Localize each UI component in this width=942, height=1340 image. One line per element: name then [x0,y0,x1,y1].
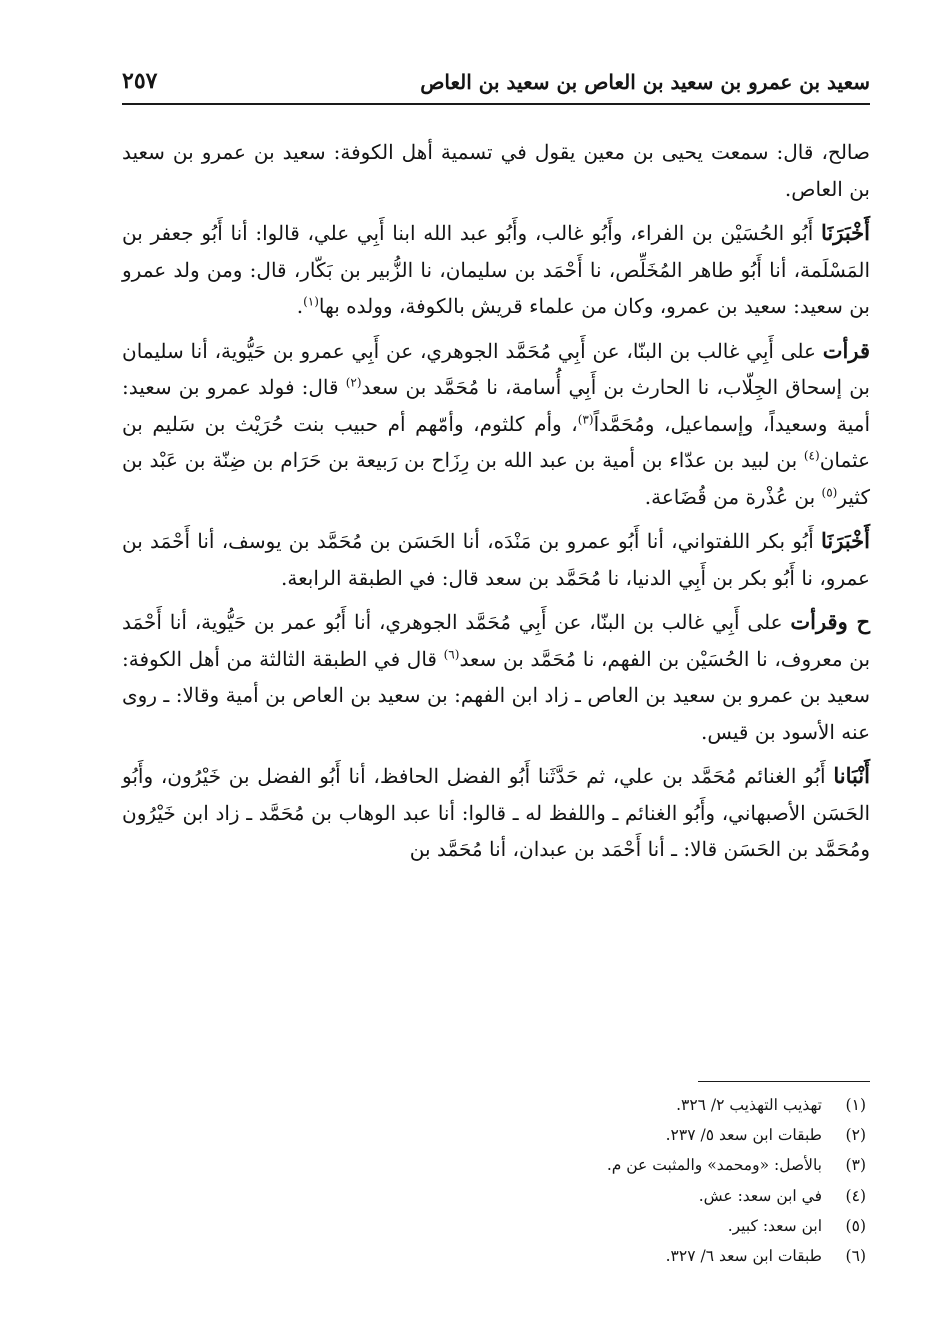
paragraph-lead: ح وقرأت [790,609,870,634]
footnote-ref[interactable]: (٥) [821,484,838,499]
paragraph-tail: . [296,294,304,318]
header-rule [122,103,870,105]
paragraph-text: بن لبيد بن عدّاء بن أمية بن عبد الله بن رِزَاح بن رَبيعة بن حَرَام بن ضِنّة بن عَبْد بن كثير [122,448,870,509]
footnote-item [122,1241,870,1271]
footnote-text: بالأصل: «ومحمد» والمثبت عن م. [606,1156,822,1175]
footnote-number: (٦) [845,1247,866,1266]
paragraph-text: ، وأم كلثوم، وأمّهم أم حبيب بنت حُرَيْث بن سَليم بن عثمان [122,411,870,472]
footnote-number: (٢) [845,1126,866,1145]
paragraph-6 [122,758,870,868]
paragraph-text: أَبُو بكر اللفتواني، أنا أَبُو عمرو بن مَنْدَه، أنا الحَسَن بن مُحَمَّد بن يوسف، أنا أَحْمَد بن عمرو، نا أَبُو بكر بن أَبِي الدنيا، نا مُحَمَّد بن سعد قال: في الطبقة الرابعة. [122,529,870,590]
paragraph-1 [122,134,870,207]
footnote-text: ابن سعد: كبير. [727,1216,822,1235]
footnote-text: طبقات ابن سعد ٥/ ٢٣٧. [665,1126,822,1145]
paragraph-lead: أَخْبَرَنَا [821,528,870,553]
paragraph-text: صالح، قال: سمعت يحيى بن معين يقول في تسمية أهل الكوفة: سعيد بن عمرو بن سعيد بن العاص. [122,140,870,201]
footnote-number: (٣) [845,1156,866,1175]
paragraph-text: أَبُو الغنائم مُحَمَّد بن علي، ثم حَدَّثَنا أَبُو الفضل الحافظ، أنا أَبُو الفضل بن خَيْرُون، وأَبُو الحَسَن الأصبهاني، وأَبُو الغنائم ـ واللفظ له ـ قالوا: أنا عبد الوهاب بن مُحَمَّد ـ زاد ابن خَيْرُون ومُحَمَّد بن الحَسَن قالا: ـ أنا أَحْمَد بن عبدان، أنا مُحَمَّد بن [122,764,870,861]
footnote-item [122,1211,870,1241]
paragraph-text: على أَبِي غالب بن البنّا، عن أَبِي مُحَمَّد الجوهري، عن أَبِي عمرو بن حَيُّوية، أنا سليمان بن إسحاق الجِلّاب، نا الحارث بن أَبِي أُسامة، نا مُحَمَّد بن سعد [122,338,870,399]
footnote-text: تهذيب التهذيب ٢/ ٣٢٦. [676,1096,822,1114]
footnote-item [122,1090,870,1120]
paragraph-2 [122,215,870,325]
main-text [122,134,870,876]
paragraph-4 [122,523,870,596]
footnote-number: (٤) [845,1186,866,1205]
footnote-item [122,1150,870,1180]
paragraph-text: قال في الطبقة الثالثة من أهل الكوفة: سعيد بن عمرو بن سعيد بن العاص ـ زاد ابن الفهم: بن سعيد بن العاص بن أمية وقالا: ـ روى عنه الأسود بن قيس. [122,646,870,744]
footnote-item [122,1120,870,1150]
paragraph-lead: أَخْبَرَنَا [821,220,870,245]
paragraph-3 [122,333,870,516]
footnote-number: (٥) [845,1216,866,1235]
footnote-text: في ابن سعد: عش. [698,1186,822,1205]
footnote-item [122,1181,870,1211]
footnote-ref[interactable]: (٣) [577,411,594,426]
footnote-number: (١) [845,1096,866,1114]
footnote-ref[interactable]: (٢) [345,375,362,390]
footnote-ref[interactable]: (٤) [803,448,820,463]
paragraph-text: أَبُو الحُسَيْن بن الفراء، وأَبُو غالب، وأَبُو عبد الله ابنا أَبِي علي، قالوا: أنا أَبُو جعفر بن المَسْلَمة، أنا أَبُو طاهر المُخَلِّص، نا أَحْمَد بن سليمان، نا الزُّبير بن بَكّار، قال: ومن ولد عمرو بن سعيد: سعيد بن عمرو، وكان من علماء قريش بالكوفة، وولده بها [122,221,870,318]
footnote-ref[interactable]: (٦) [443,646,460,661]
paragraph-text: على أَبِي غالب بن البنّا، عن أَبِي مُحَمَّد الجوهري، أنا أَبُو عمر بن حَيُّوية، أنا أَحْمَد بن معروف، نا الحُسَيْن بن الفهم، نا مُحَمَّد بن سعد [122,610,871,671]
paragraph-5 [122,604,870,750]
footnote-ref[interactable]: (١) [303,294,319,309]
page-number: ٢٥٧ [122,68,158,94]
paragraph-text: بن عُذْرة من قُضَاعة. [644,484,822,509]
paragraph-lead: أَنْبَانا [833,763,870,788]
paragraph-lead: قرأت [822,337,870,363]
footnote-text: طبقات ابن سعد ٦/ ٣٢٧. [665,1247,822,1266]
running-title: سعيد بن عمرو بن سعيد بن العاص بن سعيد بن العاص [420,70,870,94]
footnote-separator [698,1081,870,1082]
paragraph-text: قال: فولد عمرو بن سعيد: أمية وسعيداً، وإسماعيل، ومُحَمَّداً [122,375,871,436]
footnotes [122,1090,870,1271]
page-header [122,66,870,100]
